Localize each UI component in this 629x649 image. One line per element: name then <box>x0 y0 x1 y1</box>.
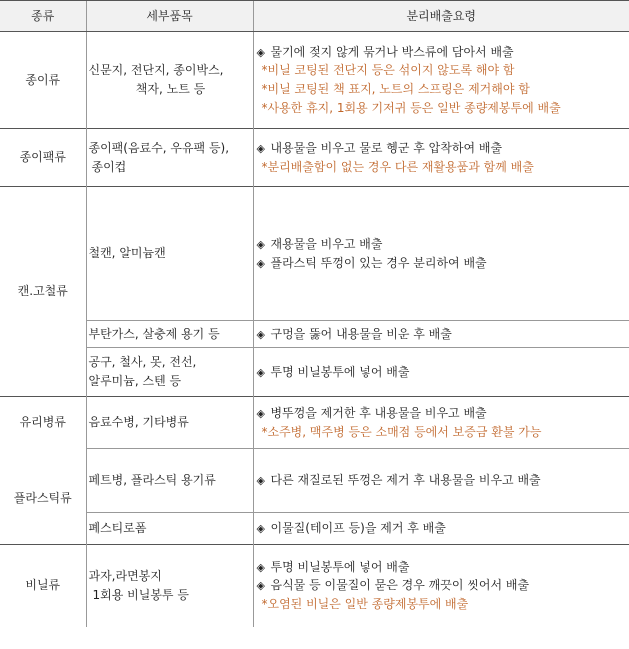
method-can-3 <box>253 348 629 397</box>
method-line <box>257 363 629 382</box>
details-can-3 <box>86 348 253 397</box>
details-vinyl <box>86 545 253 627</box>
category-vinyl: 비닐류 <box>0 545 86 627</box>
diamond-bullet-icon: ◈ <box>256 560 265 574</box>
note-line: *소주병, 맥주병 등은 소매점 등에서 보증금 환불 가능 <box>261 424 542 439</box>
method-text: 투명 비닐봉투에 넣어 배출 <box>270 364 410 379</box>
method-line <box>257 139 629 158</box>
diamond-bullet-icon: ◈ <box>256 522 265 536</box>
note-line: *비닐 코팅된 전단지 등은 섞이지 않도록 해야 함 <box>261 63 515 78</box>
method-plastic-1 <box>253 449 629 513</box>
diamond-bullet-icon: ◈ <box>256 365 265 379</box>
details-line: 책자, 노트 등 <box>135 82 206 96</box>
category-can: 캔.고철류 <box>0 187 86 397</box>
details-line: 신문지, 전단지, 종이박스, <box>88 63 224 78</box>
details-line: 종이팩(음료수, 우유팩 등), <box>88 140 230 155</box>
diamond-bullet-icon: ◈ <box>256 327 265 341</box>
details-paper <box>86 32 253 129</box>
details-line: 부탄가스, 살충제 용기 등 <box>88 326 220 341</box>
diamond-bullet-icon: ◈ <box>256 579 265 593</box>
method-carton <box>253 129 629 187</box>
method-line <box>257 235 629 254</box>
method-can-1 <box>253 187 629 321</box>
details-can-1 <box>86 187 253 321</box>
details-glass <box>86 397 253 449</box>
table-row-can-3 <box>0 348 629 397</box>
category-glass: 유리병류 <box>0 397 86 449</box>
method-line <box>257 43 629 62</box>
details-line: 철캔, 알미늄캔 <box>88 246 166 261</box>
method-line <box>257 471 629 490</box>
note-line: *오염된 비닐은 일반 종량제봉투에 배출 <box>261 597 469 612</box>
table-header-row <box>0 1 629 32</box>
table-row-can <box>0 187 629 321</box>
method-line <box>257 576 629 595</box>
diamond-bullet-icon: ◈ <box>256 474 265 488</box>
method-can-2 <box>253 321 629 348</box>
method-text: 다른 재질로된 뚜껑은 제거 후 내용물을 비우고 배출 <box>270 473 541 488</box>
details-plastic-1 <box>86 449 253 513</box>
details-line: 공구, 철사, 못, 전선, <box>88 355 197 370</box>
header-details: 세부품목 <box>86 1 253 32</box>
method-vinyl <box>253 545 629 627</box>
diamond-bullet-icon: ◈ <box>256 45 265 59</box>
details-line: 폐스티로폼 <box>88 521 147 536</box>
details-plastic-2 <box>86 513 253 545</box>
category-plastic: 플라스틱류 <box>13 490 72 505</box>
note-line: *비닐 코팅된 책 표지, 노트의 스프링은 제거해야 함 <box>261 82 530 96</box>
method-text: 이물질(테이프 등)을 제거 후 배출 <box>270 521 446 536</box>
method-glass <box>253 397 629 449</box>
details-line: 1회용 비닐봉투 등 <box>92 587 189 602</box>
method-line <box>257 519 629 538</box>
diamond-bullet-icon: ◈ <box>256 141 265 155</box>
method-text: 플라스틱 뚜껑이 있는 경우 분리하여 배출 <box>270 255 487 270</box>
details-line: 과자,라면봉지 <box>88 569 162 584</box>
method-text: 투명 비닐봉투에 넣어 배출 <box>270 559 410 574</box>
method-line <box>257 325 629 344</box>
method-text: 구멍을 뚫어 내용물을 비운 후 배출 <box>270 326 452 341</box>
method-text: 물기에 젖지 않게 묶거나 박스류에 담아서 배출 <box>270 44 514 59</box>
details-can-2 <box>86 321 253 348</box>
table-row-vinyl <box>0 545 629 627</box>
method-plastic-2 <box>253 513 629 545</box>
diamond-bullet-icon: ◈ <box>256 256 265 270</box>
diamond-bullet-icon: ◈ <box>256 237 265 251</box>
details-line: 페트병, 플라스틱 용기류 <box>88 473 216 488</box>
method-line <box>257 254 629 273</box>
table-row-paper <box>0 32 629 129</box>
table-row-plastic <box>0 449 629 513</box>
method-text: 내용물을 비우고 물로 헹군 후 압착하여 배출 <box>270 140 503 155</box>
note-line: *분리배출함이 없는 경우 다른 재활용품과 함께 배출 <box>261 159 534 174</box>
method-line <box>257 558 629 577</box>
note-line: *사용한 휴지, 1회용 기저귀 등은 일반 종량제봉투에 배출 <box>261 100 561 115</box>
header-method: 분리배출요령 <box>253 1 629 32</box>
details-carton <box>86 129 253 187</box>
method-text: 재용물을 비우고 배출 <box>270 236 383 251</box>
table-row-plastic-2 <box>0 513 629 545</box>
details-line: 알루미늄, 스텐 등 <box>88 374 182 388</box>
details-line: 음료수병, 기타병류 <box>88 415 189 430</box>
category-carton: 종이팩류 <box>0 129 86 187</box>
method-text: 병뚜껑을 제거한 후 내용물을 비우고 배출 <box>270 405 487 420</box>
method-line <box>257 404 629 423</box>
header-category: 종류 <box>0 1 86 32</box>
table-row-carton <box>0 129 629 187</box>
method-text: 음식물 등 이물질이 묻은 경우 깨끗이 씻어서 배출 <box>270 578 530 593</box>
table-row-can-2 <box>0 321 629 348</box>
method-paper <box>253 32 629 129</box>
table-row-glass <box>0 397 629 449</box>
diamond-bullet-icon: ◈ <box>256 406 265 420</box>
details-line: 종이컵 <box>91 159 127 174</box>
category-paper: 종이류 <box>0 32 86 129</box>
